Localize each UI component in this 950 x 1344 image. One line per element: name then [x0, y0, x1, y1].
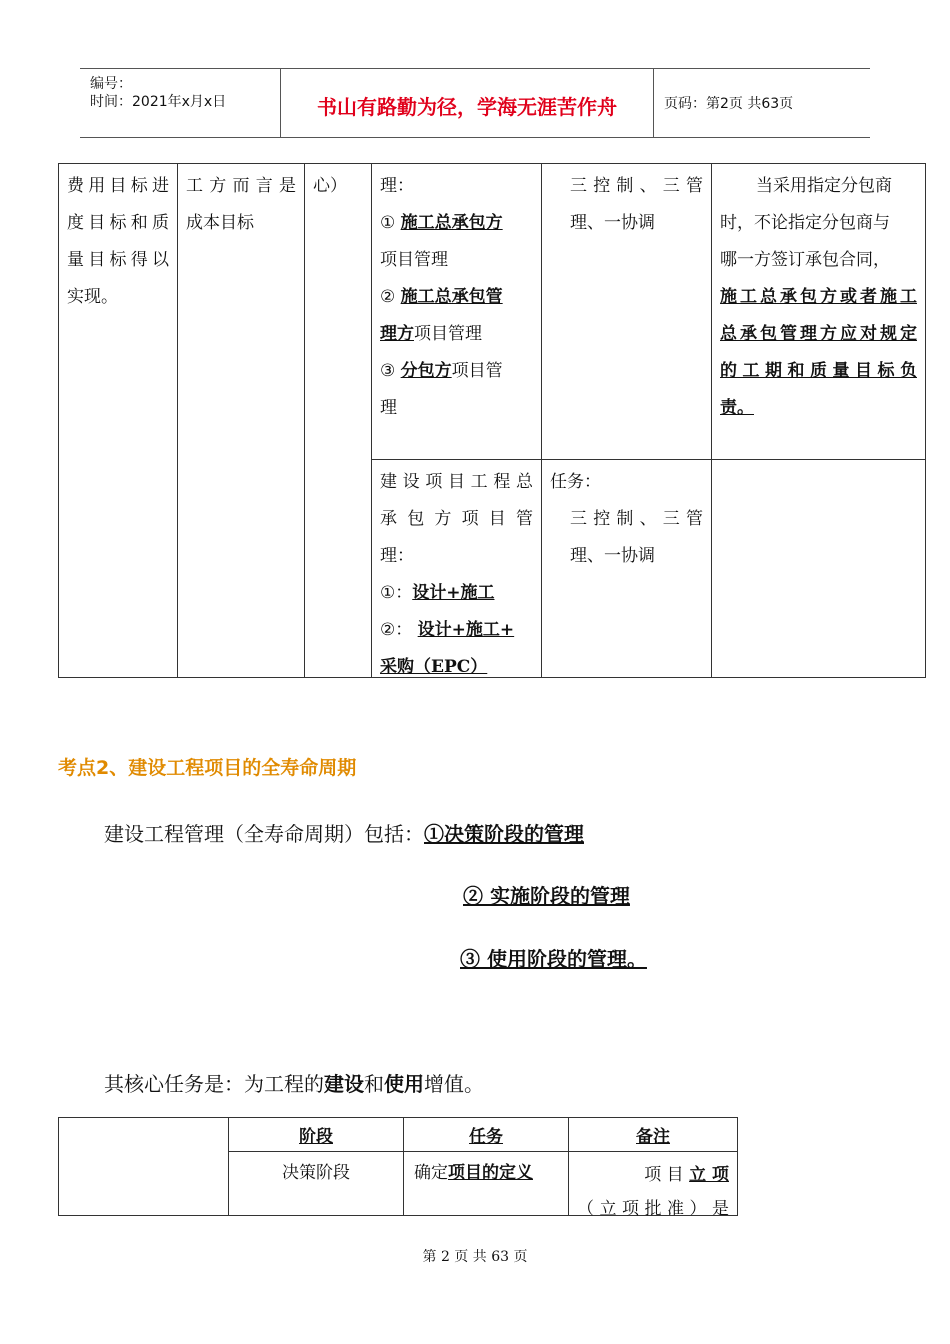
table-cell-objectives — [58, 163, 178, 678]
item-key: 施工总承包管 — [400, 287, 503, 307]
scope-item-2 — [380, 279, 533, 316]
text-line: 建设项目工程总 — [380, 472, 533, 492]
table-cell-tasks-2 — [541, 459, 712, 678]
management-table — [58, 163, 926, 678]
motto: 书山有路勤为径，学海无涯苦作舟 — [317, 95, 617, 119]
text-line: 承包方项目管 — [380, 509, 533, 529]
core-suffix: 增值。 — [424, 1072, 484, 1096]
scope-item-3 — [380, 353, 533, 390]
note-prefix: 项 目 — [644, 1165, 690, 1185]
page-footer: 第 2 页 共 63 页 — [422, 1249, 528, 1265]
item-number: ① — [380, 213, 396, 233]
note-key-line: 的工期和质量目标负 — [720, 361, 917, 381]
text-line: 哪一方签订承包合同， — [720, 250, 890, 270]
scope-item-1 — [380, 205, 533, 242]
table-cell-note-2 — [711, 459, 926, 678]
item-key: 设计+施工 — [412, 583, 495, 603]
text-line: 度目标和质 — [67, 213, 169, 233]
text-line: 理、一协调 — [570, 213, 655, 233]
text-line: 工方而言是 — [186, 176, 296, 196]
intro-text: 建设工程管理（全寿命周期）包括： — [104, 822, 424, 846]
text-line: 三控制、三管 — [570, 509, 703, 529]
time-label: 时间：2021年x月x日 — [90, 94, 227, 110]
task-key: 项目的定义 — [448, 1163, 533, 1183]
core-key: 使用 — [384, 1072, 424, 1096]
table-cell-cost — [177, 163, 305, 678]
column-header-task: 任务 — [403, 1117, 569, 1152]
core-prefix: 其核心任务是：为工程的 — [104, 1072, 324, 1096]
item-key: 设计+施工+ — [417, 620, 515, 640]
page-header — [80, 68, 870, 138]
text-line: 实现。 — [67, 287, 118, 307]
item-key: 施工总承包方 — [400, 213, 503, 233]
table-cell-scope-2 — [371, 459, 542, 678]
table-cell-note-1 — [711, 163, 926, 460]
header-motto-cell — [281, 69, 654, 137]
item-rest: 项目管理 — [414, 324, 482, 344]
note-key: 立 项 — [689, 1165, 729, 1185]
text-line: 任务： — [550, 472, 601, 492]
text-line: 理 — [380, 398, 397, 418]
lifecycle-intro — [104, 818, 584, 847]
serial-label: 编号： — [90, 76, 132, 92]
text-line: 时，不论指定分包商与 — [720, 213, 890, 233]
table-cell-stage: 决策阶段 — [228, 1151, 404, 1216]
core-key: 建设 — [324, 1072, 364, 1096]
core-mid: 和 — [364, 1072, 384, 1096]
stage-1: ①决策阶段的管理 — [424, 822, 584, 846]
text-line: 理： — [380, 176, 414, 196]
table-cell-scope-1 — [371, 163, 542, 460]
item-rest: 项目管 — [451, 361, 503, 381]
core-task-line — [104, 1068, 484, 1097]
note-line-1 — [577, 1158, 729, 1192]
item-key: 采购（EPC） — [380, 657, 488, 677]
column-header-stage: 阶段 — [228, 1117, 404, 1152]
epc-item-1 — [380, 575, 533, 612]
text-line: 理、一协调 — [570, 546, 655, 566]
note-line-2: （立项批准）是 — [577, 1199, 729, 1219]
column-header-note: 备注 — [568, 1117, 738, 1152]
text-line: 当采用指定分包商 — [756, 176, 892, 196]
item-number: ②： — [380, 620, 413, 640]
item-number: ①： — [380, 583, 413, 603]
note-key-line: 总承包管理方应对规定 — [720, 324, 917, 344]
stage-3: ③ 使用阶段的管理。 — [460, 947, 647, 971]
stage-2: ② 实施阶段的管理 — [463, 884, 630, 908]
text-line: 心） — [313, 176, 347, 196]
stage-2-line — [463, 880, 630, 909]
text-line: 费用目标进 — [67, 176, 169, 196]
text-line: 量目标得以 — [67, 250, 169, 270]
stage-3-line — [460, 943, 647, 972]
text-line: 成本目标 — [186, 213, 254, 233]
stage-table — [58, 1117, 738, 1219]
note-key-line: 责。 — [720, 398, 754, 418]
table-cell-tasks-1 — [541, 163, 712, 460]
header-meta-cell — [80, 69, 281, 137]
epc-item-2 — [380, 612, 533, 649]
note-key-line: 施工总承包方或者施工 — [720, 287, 917, 307]
item-number: ③ — [380, 361, 396, 381]
table-cell-note — [568, 1151, 738, 1219]
text-line: 三控制、三管 — [570, 176, 703, 196]
table-cell-blank — [58, 1117, 229, 1216]
page-info: 页码：第2页 共63页 — [664, 96, 794, 112]
task-prefix: 确定 — [414, 1163, 448, 1183]
item-number: ② — [380, 287, 396, 307]
item-key: 分包方 — [400, 361, 452, 381]
table-cell-task — [403, 1151, 569, 1216]
header-page-cell — [654, 69, 870, 137]
item-key: 理方 — [380, 324, 414, 344]
scope-item-2-cont — [380, 316, 533, 353]
section-heading: 考点2、建设工程项目的全寿命周期 — [58, 757, 357, 779]
text-line: 理： — [380, 546, 414, 566]
table-cell-core — [304, 163, 372, 678]
text-line: 项目管理 — [380, 250, 448, 270]
